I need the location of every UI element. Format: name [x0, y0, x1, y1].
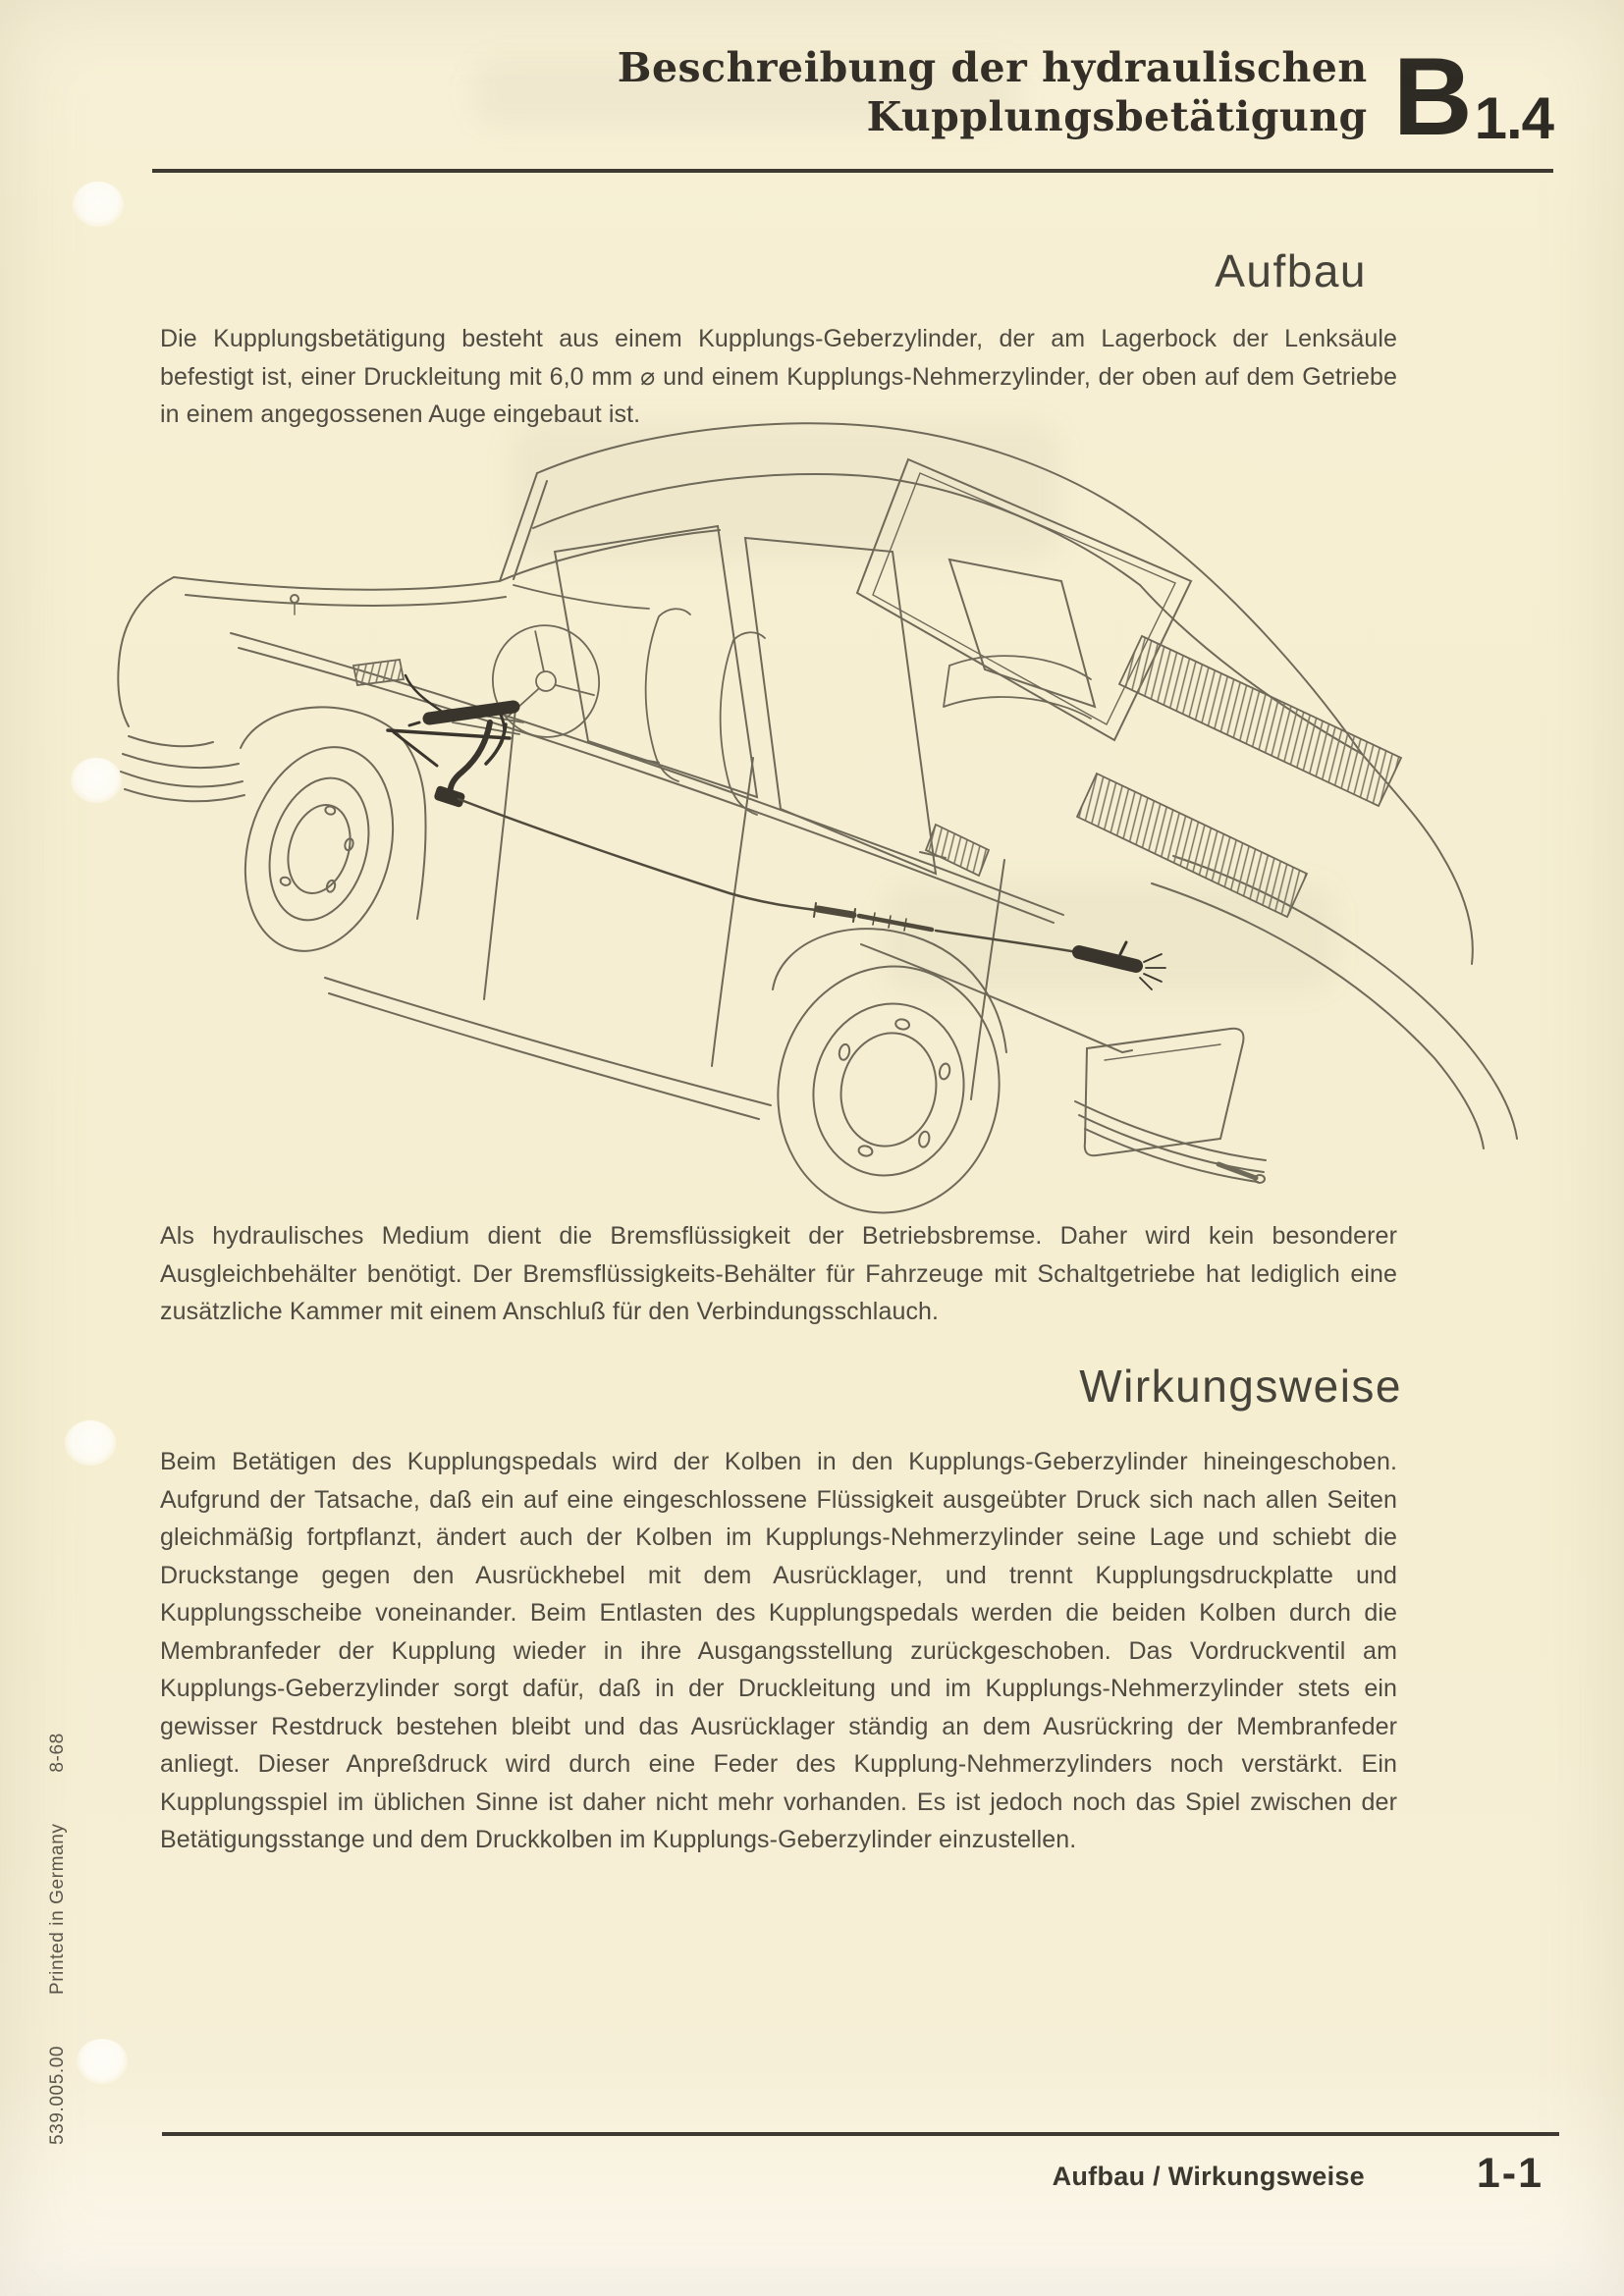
punch-hole: [65, 1420, 116, 1466]
paragraph-aufbau-1: Die Kupplungsbetätigung besteht aus einem Kupplungs-Geberzylinder, der am Lagerbock der Lenksäule befestigt ist, einer Druckleitung mit 6,0 mm ⌀ und einem Kupplungs-Nehmerzylinder, der oben auf dem Getriebe in einem angegossenen Auge eingebaut ist.: [160, 325, 1397, 428]
rear-seat: [944, 656, 1091, 719]
punch-hole: [73, 182, 124, 227]
print-date-code: 8-68: [47, 1733, 68, 1773]
page-title-line2: Kupplungsbetätigung: [866, 93, 1368, 140]
page-title: [618, 43, 1368, 141]
page-title-line1: Beschreibung der hydraulischen: [617, 44, 1368, 91]
car-clutch-illustration: [93, 412, 1527, 1237]
clutch-pressure-line: [459, 799, 1132, 1052]
page-header: [98, 35, 1553, 158]
footer-section-label: Aufbau / Wirkungsweise: [1052, 2162, 1365, 2191]
footer-page-number: 1-1: [1476, 2150, 1543, 2197]
paragraph-aufbau-2: Als hydraulisches Medium dient die Bremsflüssigkeit der Betriebsbremse. Daher wird kein besonderer Ausgleichbehälter benötigt. Der Bremsflüssigkeits-Behälter für Fahrzeuge mit Schaltgetriebe hat lediglich eine zusätzliche Kammer mit einem Anschluß für den Verbindungsschlauch.: [160, 1222, 1397, 1325]
rear-wheel: [755, 945, 1021, 1233]
header-rule: [152, 169, 1553, 173]
section-code-number: 1.4: [1474, 85, 1553, 151]
printed-in-germany: Printed in Germany: [47, 1823, 68, 1996]
print-code: 539.005.00: [47, 2045, 68, 2145]
footer-rule: [162, 2132, 1559, 2136]
front-seat: [646, 609, 690, 781]
clutch-slave-cylinder: [1079, 942, 1165, 989]
steering-wheel: [482, 615, 609, 747]
heading-wirkungsweise: Wirkungsweise: [1079, 1361, 1402, 1412]
section-code-letter: B: [1392, 35, 1471, 158]
front-wheel: [223, 729, 416, 968]
paragraph-wirkungsweise: Beim Betätigen des Kupplungspedals wird der Kolben in den Kupplungs-Geberzylinder hineingeschoben. Aufgrund der Tatsache, daß ein auf eine eingeschlossene Flüssigkeit ausgeübter Druck sich nach allen Seiten gleichmäßig fortpflanzt, ändert auch der Kolben im Kupplungs-Nehmerzylinder seine Lage und schiebt die Druckstange gegen den Ausrückhebel mit dem Ausrücklager, und trennt Kupplungsdruckplatte und Kupplungsscheibe voneinander. Beim Entlasten des Kupplungspedals werden die beiden Kolben durch die Membranfeder der Kupplung wieder in ihre Ausgangsstellung zurückgeschoben. Das Vordruckventil am Kupplungs-Geberzylinder sorgt dafür, daß in der Druckleitung und im Kupplungs-Nehmerzylinder stets ein gewisser Restdruck bestehen bleibt und das Ausrücklager ständig an dem Ausrückring der Membranfeder anliegt. Dieser Anpreßdruck wird durch eine Feder des Kupplung-Nehmerzylinders noch verstärkt. Ein Kupplungsspiel im üblichen Sinne ist daher nicht mehr vorhanden. Es ist jedoch noch das Spiel zwischen der Betätigungsstange und dem Druckkolben im Kupplungs-Geberzylinder einzustellen.: [160, 1448, 1397, 1853]
heading-aufbau: Aufbau: [1215, 245, 1367, 296]
punch-hole: [77, 2039, 128, 2084]
section-code: [1392, 35, 1553, 158]
interior-details: [453, 585, 1091, 815]
print-code-sidenote: [47, 1733, 69, 2145]
